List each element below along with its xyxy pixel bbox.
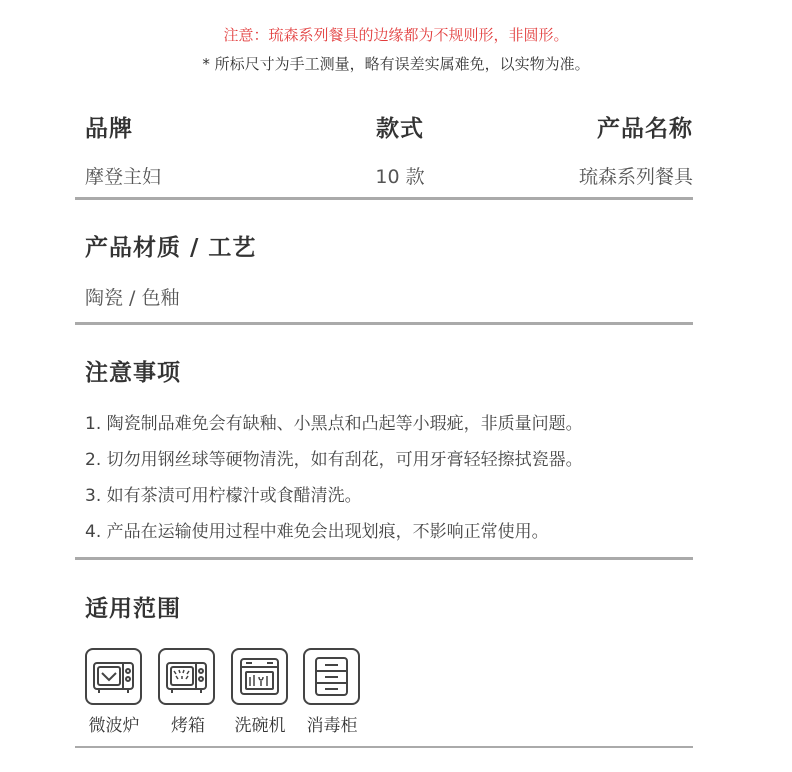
material-title: 产品材质 / 工艺 [85, 235, 257, 261]
material-value: 陶瓷 / 色釉 [85, 287, 180, 309]
precaution-item: 3. 如有茶渍可用柠檬汁或食醋清洗。 [85, 486, 362, 506]
precaution-item: 4. 产品在运输使用过程中难免会出现划痕，不影响正常使用。 [85, 522, 549, 542]
style-value: 10 款 [375, 166, 425, 188]
divider [75, 322, 693, 325]
measurement-note: * 所标尺寸为手工测量，略有误差实属难免，以实物为准。 [202, 55, 590, 73]
warning-notice: 注意：琉森系列餐具的边缘都为不规则形，非圆形。 [223, 26, 569, 44]
oven-label: 烤箱 [171, 716, 205, 736]
divider [75, 557, 693, 560]
brand-header: 品牌 [85, 116, 133, 142]
dishwasher-label: 洗碗机 [234, 716, 286, 736]
divider [75, 746, 693, 748]
precaution-item: 2. 切勿用钢丝球等硬物清洗，如有刮花，可用牙膏轻轻擦拭瓷器。 [85, 450, 583, 470]
product-name-header: 产品名称 [597, 116, 693, 142]
spec-value-row [85, 162, 693, 190]
dishwasher-icon [231, 648, 288, 705]
precautions-title: 注意事项 [85, 360, 181, 386]
sterilizer-cabinet-icon [303, 648, 360, 705]
sterilizer-cabinet-label: 消毒柜 [306, 716, 358, 736]
divider [75, 197, 693, 200]
style-header: 款式 [376, 116, 424, 142]
spec-header-row [85, 110, 693, 142]
microwave-icon [85, 648, 142, 705]
microwave-label: 微波炉 [88, 716, 140, 736]
product-name-value: 琉森系列餐具 [578, 166, 693, 188]
precaution-item: 1. 陶瓷制品难免会有缺釉、小黑点和凸起等小瑕疵，非质量问题。 [85, 414, 583, 434]
usage-title: 适用范围 [85, 596, 181, 622]
brand-value: 摩登主妇 [85, 166, 162, 188]
oven-icon [158, 648, 215, 705]
